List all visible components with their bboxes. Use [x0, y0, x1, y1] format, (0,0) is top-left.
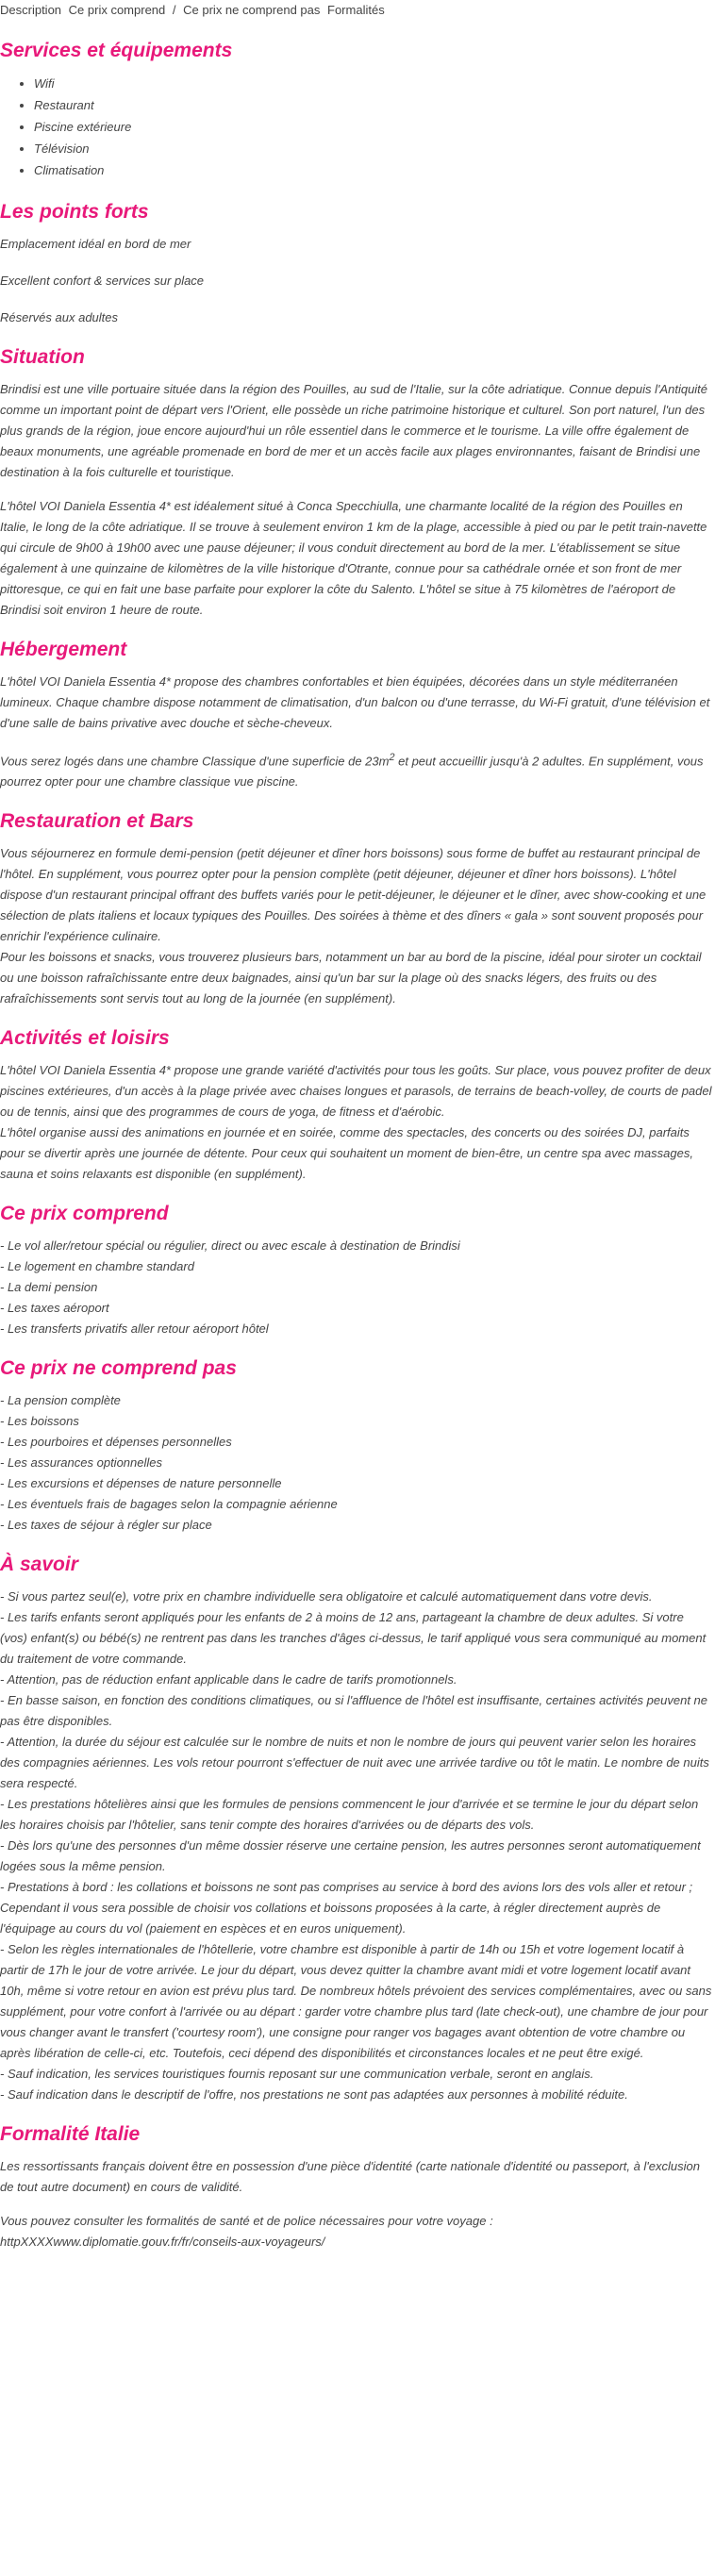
amenity-item: • Télévision [34, 138, 713, 159]
activites-paragraph: L'hôtel VOI Daniela Essentia 4* propose une grande variété d'activités pour tous les goûts. Sur place, vous pouvez profiter de deux piscines extérieures, d'un accès à la plage privée avec chaises longues et parasols, de terrains de beach-volley, de courts de padel ou de tennis, ainsi que des programmes de cours de yoga, de fitness et d'aérobic. [0, 1063, 712, 1120]
activites-paragraph: L'hôtel organise aussi des animations en journée et en soirée, comme des spectacles, des concerts ou des soirées DJ, parfaits pour se divertir après une journée de détente. Pour ceux qui souhaitent un moment de bien-être, un centre spa avec massages, sauna et soins relaxants est disponible (en supplément). [0, 1125, 693, 1182]
list-item: - Si vous partez seul(e), votre prix en chambre individuelle sera obligatoire et calculé automatiquement dans votre devis. [0, 1589, 653, 1604]
tab-ce-prix-comprend[interactable]: Ce prix comprend [68, 3, 166, 17]
activites-heading: Activités et loisirs [0, 1027, 170, 1050]
list-item: - Les assurances optionnelles [0, 1455, 162, 1471]
a-savoir-list [0, 1587, 713, 2105]
hebergement-paragraph: L'hôtel VOI Daniela Essentia 4* propose des chambres confortables et bien équipées, décorées dans un style méditerranéen lumineux. Chaque chambre dispose notamment de climatisation, d'un balcon ou d'une terrasse, du Wi-Fi gratuit, d'une télévision et d'une salle de bains privative avec douche et sèche-cheveux. [0, 674, 710, 730]
list-item: - Le logement en chambre standard [0, 1259, 194, 1274]
point-fort-item: Réservés aux adultes [0, 310, 119, 324]
list-item: - Sauf indication, les services touristiques fournis reposant sur une communication verbale, seront en anglais. [0, 2067, 594, 2082]
points-forts-heading: Les points forts [0, 201, 149, 223]
ne-comprend-list [0, 1390, 713, 1536]
list-item: - Le vol aller/retour spécial ou régulier, direct ou avec escale à destination de Brindisi [0, 1238, 460, 1254]
list-item: - La pension complète [0, 1393, 121, 1408]
list-item: - Attention, pas de réduction enfant applicable dans le cadre de tarifs promotionnels. [0, 1672, 457, 1687]
list-item: - Les excursions et dépenses de nature personnelle [0, 1476, 282, 1491]
hebergement-text: Vous serez logés dans une chambre Classique d'une superficie de 23m [0, 754, 390, 769]
amenity-item: • Piscine extérieure [34, 116, 713, 138]
formalite-paragraph: Les ressortissants français doivent être en possession d'une pièce d'identité (carte nationale d'identité ou passeport, à l'exclusion de tout autre document) en cours de validité. [0, 2159, 700, 2195]
restauration-heading: Restauration et Bars [0, 810, 194, 833]
list-item: - La demi pension [0, 1280, 98, 1295]
tab-bar [0, 0, 713, 21]
services-list [0, 73, 713, 181]
tab-formalites[interactable]: Formalités [327, 3, 385, 17]
list-item: - Prestations à bord : les collations et boissons ne sont pas comprises au service à bord des avions lors des vols aller et retour ; Cependant il vous sera possible de choisir vos collations et boissons proposées à la carte, à régler directement auprès de l'équipage au cours du vol (paiement en espèces et en euros uniquement). [0, 1880, 693, 1936]
point-fort-item: Excellent confort & services sur place [0, 274, 205, 288]
conseils-voyageurs-link[interactable]: httpXXXXwww.diplomatie.gouv.fr/fr/conseils-aux-voyageurs/ [0, 2235, 325, 2250]
a-savoir-heading: À savoir [0, 1554, 78, 1576]
formalite-heading: Formalité Italie [0, 2123, 141, 2146]
list-item: - Les éventuels frais de bagages selon la compagnie aérienne [0, 1497, 338, 1512]
list-item: - Les transferts privatifs aller retour aéroport hôtel [0, 1321, 269, 1337]
hebergement-text: et peut accueillir jusqu'à 2 adultes. En supplément, vous pourrez opter pour une chambre classique vue piscine. [0, 754, 704, 789]
hebergement-heading: Hébergement [0, 639, 127, 660]
list-item: - Selon les règles internationales de l'hôtellerie, votre chambre est disponible à partir de 14h ou 15h et votre logement locatif à partir de 17h le jour de votre arrivée. Le jour du départ, vous devez quitter la chambre avant midi et votre logement locatif avant 10h, même si votre retour en avion est prévu plus tard. De nombreux hôtels prévoient des services complémentaires, avec ou sans supplément, pour votre confort à l'arrivée ou au départ : garder votre chambre plus tard (late check-out), une chambre de jour pour vous changer avant le transfert ('courtesy room'), une consigne pour ranger vos bagages avant obtention de votre chambre ou après libération de celle-ci, etc. Toutefois, ceci dépend des disponibilités et circonstances locales et ne peut être exigé. [0, 1942, 712, 2061]
situation-heading: Situation [0, 346, 85, 368]
list-item: - Les prestations hôtelières ainsi que les formules de pensions commencent le jour d'arrivée et se termine le jour du départ selon les horaires choisis par l'hôtelier, sans tenir compte des horaires d'arrivées ou de départs des vols. [0, 1797, 699, 1833]
list-item: - Les taxes aéroport [0, 1301, 109, 1316]
list-item: - En basse saison, en fonction des conditions climatiques, ou si l'affluence de l'hôtel est insuffisante, certaines activités peuvent ne pas être disponibles. [0, 1693, 708, 1729]
tab-separator: / [172, 3, 176, 17]
restauration-paragraph: Vous séjournerez en formule demi-pension (petit déjeuner et dîner hors boissons) sous forme de buffet au restaurant principal de l'hôtel. En supplément, vous pourrez opter pour la pension complète (petit déjeuner, déjeuner et dîner hors boissons). L'hôtel dispose d'un restaurant principal offrant des buffets variés pour le petit-déjeuner, le déjeuner et le dîner, avec show-cooking et une sélection de plats italiens et locaux typiques des Pouilles. Des soirées à thème et des dîners « gala » sont souvent proposés pour enrichir l'expérience culinaire. [0, 846, 707, 944]
amenity-item: • Climatisation [34, 159, 713, 181]
point-fort-item: Emplacement idéal en bord de mer [0, 237, 191, 251]
amenity-item: • Wifi [34, 73, 713, 94]
list-item: - Les taxes de séjour à régler sur place [0, 1518, 212, 1533]
restauration-paragraph: Pour les boissons et snacks, vous trouverez plusieurs bars, notamment un bar au bord de la piscine, idéal pour siroter un cocktail ou une boisson rafraîchissante entre deux baignades, ainsi qu'un bar sur la plage où des snacks légers, des fruits ou des rafraîchissements sont servis tout au long de la journée (en supplément). [0, 950, 702, 1006]
list-item: - Sauf indication dans le descriptif de l'offre, nos prestations ne sont pas adaptées aux personnes à mobilité réduite. [0, 2087, 628, 2102]
ne-comprend-heading: Ce prix ne comprend pas [0, 1357, 237, 1380]
tab-ce-prix-ne-comprend-pas[interactable]: Ce prix ne comprend pas [183, 3, 321, 17]
services-heading: Services et équipements [0, 40, 233, 61]
situation-paragraph: L'hôtel VOI Daniela Essentia 4* est idéalement situé à Conca Specchiulla, une charmante localité de la région des Pouilles en Italie, le long de la côte adriatique. Il se trouve à seulement environ 1 km de la plage, accessible à pied ou par le petit train-navette qui circule de 9h00 à 19h00 avec une pause déjeuner; il vous conduit directement au bord de la mer. L'établissement se situe également à une quinzaine de kilomètres de la ville historique d'Otrante, connue pour sa cathédrale ornée et son front de mer pittoresque, ce qui en fait une base parfaite pour explorer la côte du Salento. L'hôtel se situe à 75 kilomètres de l'aéroport de Brindisi soit environ 1 heure de route. [0, 499, 707, 617]
list-item: - Attention, la durée du séjour est calculée sur le nombre de nuits et non le nombre de jours qui peuvent varier selon les horaires des compagnies aériennes. Les vols retour pourront s'effectuer de nuit avec une arrivée tardive ou tôt le matin. Le nombre de nuits sera respecté. [0, 1735, 709, 1791]
amenity-item: • Restaurant [34, 94, 713, 116]
formalite-paragraph: Vous pouvez consulter les formalités de santé et de police nécessaires pour votre voyage : [0, 2214, 493, 2229]
hebergement-paragraph [0, 747, 713, 792]
comprend-heading: Ce prix comprend [0, 1203, 169, 1225]
comprend-list [0, 1236, 713, 1339]
tab-description[interactable]: Description [0, 3, 62, 17]
list-item: - Les boissons [0, 1414, 79, 1429]
list-item: - Dès lors qu'une des personnes d'un même dossier réserve une certaine pension, les autres personnes seront automatiquement logées sous la même pension. [0, 1838, 701, 1874]
superscript: 2 [389, 752, 395, 763]
situation-paragraph: Brindisi est une ville portuaire située dans la région des Pouilles, au sud de l'Italie, sur la côte adriatique. Connue depuis l'Antiquité comme un important point de départ vers l'Orient, elle possède un riche patrimoine historique et culturel. Son port naturel, l'un des plus grands de la région, joue encore aujourd'hui un rôle essentiel dans le commerce et le tourisme. La ville offre également de beaux monuments, une agréable promenade en bord de mer et un accès facile aux plages environnantes, faisant de Brindisi une destination à la fois culturelle et touristique. [0, 382, 708, 479]
list-item: - Les tarifs enfants seront appliqués pour les enfants de 2 à moins de 12 ans, partageant la chambre de deux adultes. Si votre (vos) enfant(s) ou bébé(s) ne rentrent pas dans les tranches d'âges ci-dessus, le tarif appliqué vous sera communiqué au moment du traitement de votre commande. [0, 1610, 707, 1667]
list-item: - Les pourboires et dépenses personnelles [0, 1435, 232, 1450]
